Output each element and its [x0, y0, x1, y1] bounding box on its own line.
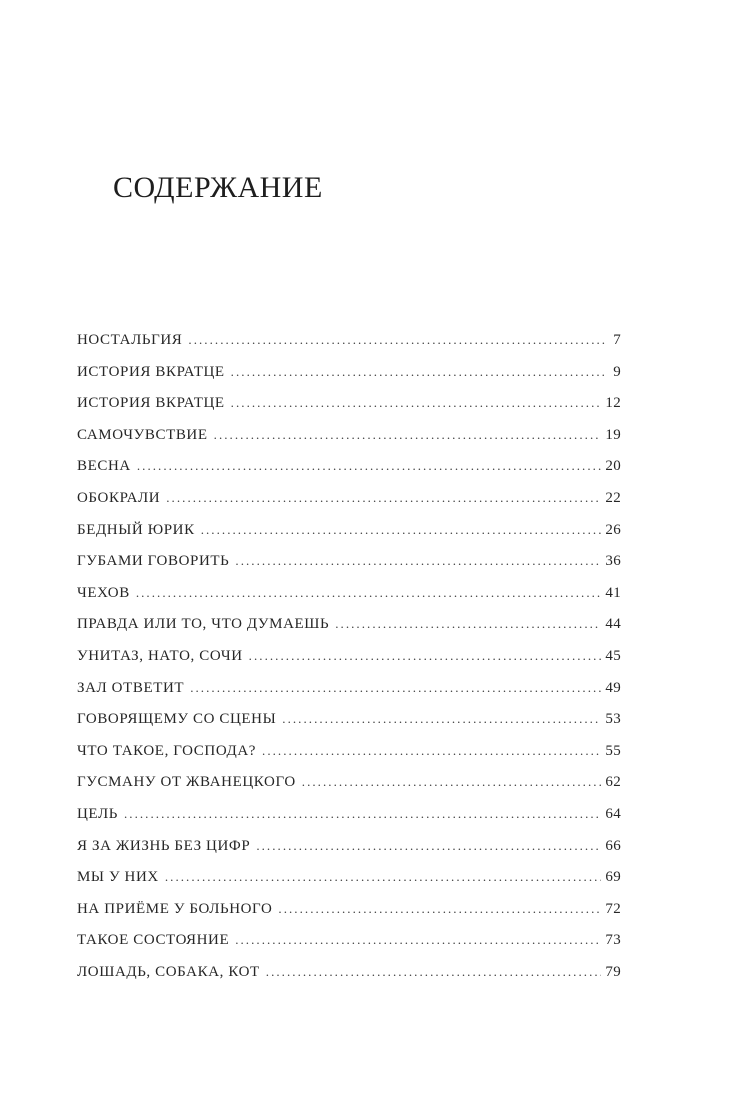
- toc-entry-title: ГУБАМИ ГОВОРИТЬ: [77, 553, 230, 570]
- toc-entry: [77, 798, 621, 830]
- toc-entry-title: ЛОШАДЬ, СОБАКА, КОТ: [77, 963, 260, 980]
- toc-entry-page-number: 22: [605, 489, 621, 506]
- dot-leader: [256, 830, 601, 862]
- dot-leader: [266, 956, 602, 988]
- dot-leader: [166, 482, 601, 514]
- toc-entry-title: НА ПРИЁМЕ У БОЛЬНОГО: [77, 900, 273, 917]
- toc-entry: [77, 324, 621, 356]
- dot-leader: [282, 703, 601, 735]
- dot-leader: [335, 608, 601, 640]
- toc-entry-title: ТАКОЕ СОСТОЯНИЕ: [77, 932, 230, 949]
- toc-entry: [77, 830, 621, 862]
- toc-entry-title: ЗАЛ ОТВЕТИТ: [77, 679, 185, 696]
- dot-leader: [278, 893, 601, 925]
- toc-entry: [77, 419, 621, 451]
- toc-entry-page-number: 69: [605, 869, 621, 886]
- toc-entry: [77, 450, 621, 482]
- toc-entry: [77, 672, 621, 704]
- toc-entry: [77, 893, 621, 925]
- toc-entry-page-number: 55: [605, 742, 621, 759]
- toc-entry-page-number: 36: [605, 553, 621, 570]
- toc-entry-title: БЕДНЫЙ ЮРИК: [77, 521, 195, 538]
- toc-entry-page-number: 53: [605, 711, 621, 728]
- toc-entry: [77, 514, 621, 546]
- toc-entry: [77, 545, 621, 577]
- toc-entry-page-number: 64: [605, 805, 621, 822]
- toc-entry-title: ПРАВДА ИЛИ ТО, ЧТО ДУМАЕШЬ: [77, 616, 330, 633]
- toc-entry-page-number: 26: [605, 521, 621, 538]
- toc-entry: [77, 387, 621, 419]
- toc-entry-page-number: 9: [613, 363, 621, 380]
- toc-entry-title: УНИТАЗ, НАТО, СОЧИ: [77, 647, 243, 664]
- toc-entry-title: МЫ У НИХ: [77, 869, 159, 886]
- toc-entry-page-number: 45: [605, 647, 621, 664]
- toc-entry-title: ГУСМАНУ ОТ ЖВАНЕЦКОГО: [77, 774, 296, 791]
- dot-leader: [165, 861, 602, 893]
- toc-entry-page-number: 44: [605, 616, 621, 633]
- toc-entry-title: ИСТОРИЯ ВКРАТЦЕ: [77, 395, 225, 412]
- toc-entry: [77, 703, 621, 735]
- toc-entry: [77, 640, 621, 672]
- toc-entry-page-number: 20: [605, 458, 621, 475]
- dot-leader: [249, 640, 602, 672]
- dot-leader: [214, 419, 602, 451]
- dot-leader: [137, 450, 602, 482]
- toc-entry-title: ВЕСНА: [77, 458, 131, 475]
- toc-entry-title: ИСТОРИЯ ВКРАТЦЕ: [77, 363, 225, 380]
- toc-entry: [77, 735, 621, 767]
- toc-entry-page-number: 7: [613, 332, 621, 348]
- toc-entry-page-number: 19: [605, 426, 621, 443]
- dot-leader: [124, 798, 601, 830]
- toc-entry: [77, 577, 621, 609]
- dot-leader: [262, 735, 601, 767]
- toc-entry-title: ГОВОРЯЩЕМУ СО СЦЕНЫ: [77, 711, 277, 728]
- dot-leader: [235, 924, 601, 956]
- toc-entry-page-number: 66: [605, 837, 621, 854]
- dot-leader: [231, 356, 607, 388]
- dot-leader: [201, 514, 602, 546]
- toc-entry-title: ЧТО ТАКОЕ, ГОСПОДА?: [77, 742, 257, 759]
- toc-entry: [77, 924, 621, 956]
- toc-entry: [77, 766, 621, 798]
- toc-entry-page-number: 49: [605, 679, 621, 696]
- toc-entry-page-number: 79: [605, 963, 621, 980]
- dot-leader: [302, 766, 602, 798]
- table-of-contents: [77, 324, 621, 987]
- toc-entry: [77, 956, 621, 988]
- page-title: СОДЕРЖАНИЕ: [113, 171, 323, 204]
- dot-leader: [188, 324, 607, 356]
- toc-entry-page-number: 72: [605, 900, 621, 917]
- toc-entry-title: САМОЧУВСТВИЕ: [77, 426, 208, 443]
- toc-entry: [77, 482, 621, 514]
- toc-entry-title: ЦЕЛЬ: [77, 805, 118, 822]
- dot-leader: [235, 545, 601, 577]
- toc-entry-title: ЧЕХОВ: [77, 584, 130, 601]
- toc-entry: [77, 608, 621, 640]
- toc-entry-page-number: 41: [605, 584, 621, 601]
- toc-entry: [77, 356, 621, 388]
- dot-leader: [231, 387, 602, 419]
- toc-entry: [77, 861, 621, 893]
- toc-entry-title: НОСТАЛЬГИЯ: [77, 332, 183, 348]
- dot-leader: [136, 577, 602, 609]
- toc-entry-page-number: 73: [605, 932, 621, 949]
- toc-entry-page-number: 12: [605, 395, 621, 412]
- toc-entry-page-number: 62: [605, 774, 621, 791]
- toc-entry-title: ОБОКРАЛИ: [77, 489, 161, 506]
- toc-entry-title: Я ЗА ЖИЗНЬ БЕЗ ЦИФР: [77, 837, 251, 854]
- dot-leader: [190, 672, 601, 704]
